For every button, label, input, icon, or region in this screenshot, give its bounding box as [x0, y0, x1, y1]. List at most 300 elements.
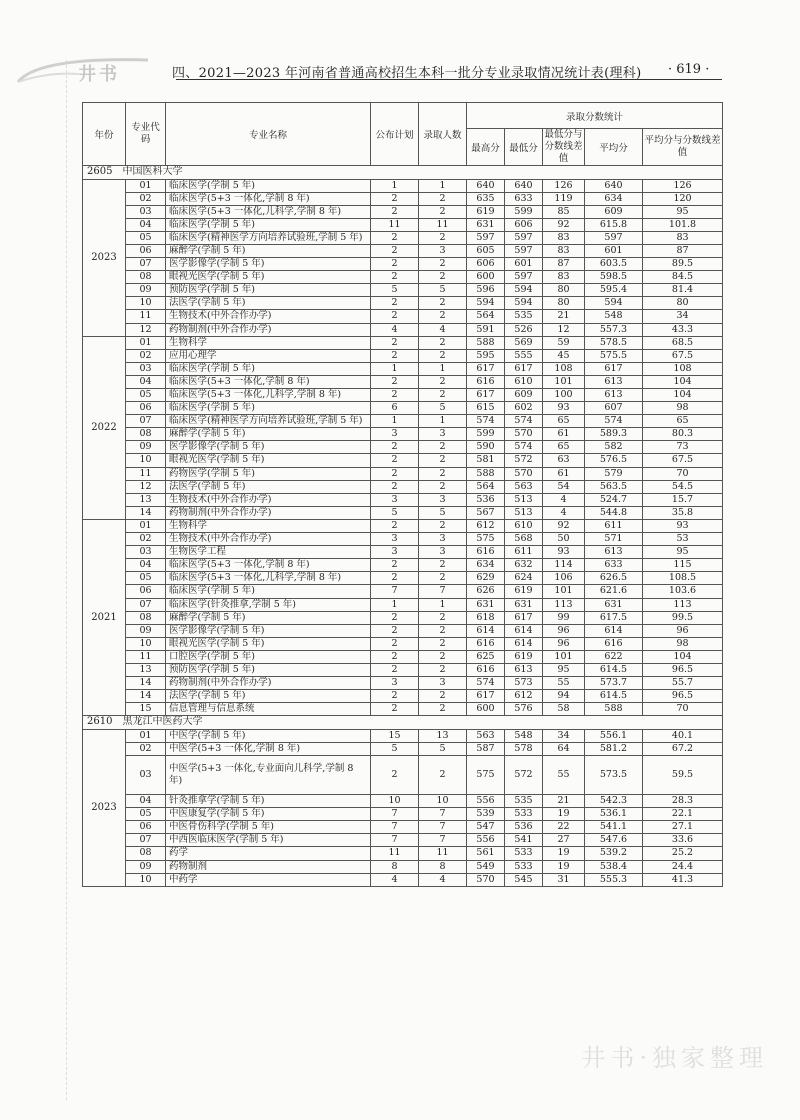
min-cell: 614 — [505, 637, 543, 650]
plan-cell: 5 — [371, 742, 419, 755]
table-row — [83, 244, 723, 257]
plan-cell: 2 — [371, 519, 419, 532]
plan-cell: 3 — [371, 493, 419, 506]
max-cell: 617 — [467, 389, 505, 402]
min-cell: 597 — [505, 231, 543, 244]
major-name-cell: 生物医学工程 — [166, 546, 371, 559]
avg-cell: 598.5 — [585, 271, 643, 284]
avg-cell: 576.5 — [585, 454, 643, 467]
avg-cell: 544.8 — [585, 506, 643, 519]
admitted-cell: 2 — [419, 375, 467, 388]
min-diff-cell: 58 — [543, 703, 585, 716]
plan-cell: 2 — [371, 572, 419, 585]
min-diff-cell: 21 — [543, 795, 585, 808]
max-cell: 618 — [467, 611, 505, 624]
max-cell: 626 — [467, 585, 505, 598]
table-row — [83, 506, 723, 519]
min-cell: 563 — [505, 480, 543, 493]
admitted-cell: 7 — [419, 821, 467, 834]
major-code-cell: 12 — [126, 323, 166, 336]
min-cell: 594 — [505, 297, 543, 310]
min-diff-cell: 34 — [543, 729, 585, 742]
avg-cell: 613 — [585, 375, 643, 388]
min-diff-cell: 4 — [543, 493, 585, 506]
major-code-cell: 07 — [126, 834, 166, 847]
plan-cell: 2 — [371, 637, 419, 650]
admitted-cell: 5 — [419, 506, 467, 519]
avg-diff-cell: 101.8 — [643, 218, 723, 231]
avg-cell: 556.1 — [585, 729, 643, 742]
admitted-cell: 2 — [419, 611, 467, 624]
max-cell: 596 — [467, 284, 505, 297]
admitted-cell: 2 — [419, 441, 467, 454]
max-cell: 605 — [467, 244, 505, 257]
avg-diff-cell: 96.5 — [643, 663, 723, 676]
avg-cell: 594 — [585, 297, 643, 310]
avg-diff-cell: 35.8 — [643, 506, 723, 519]
major-code-cell: 08 — [126, 847, 166, 860]
table-row — [83, 834, 723, 847]
max-cell: 561 — [467, 847, 505, 860]
admitted-cell: 2 — [419, 480, 467, 493]
min-diff-cell: 83 — [543, 244, 585, 257]
major-name-cell: 药学 — [166, 847, 371, 860]
table-row — [83, 441, 723, 454]
plan-cell: 2 — [371, 297, 419, 310]
avg-cell: 597 — [585, 231, 643, 244]
table-row — [83, 271, 723, 284]
avg-diff-cell: 67.5 — [643, 349, 723, 362]
avg-diff-cell: 95 — [643, 546, 723, 559]
major-name-cell: 药物制剂(中外合作办学) — [166, 677, 371, 690]
major-code-cell: 05 — [126, 572, 166, 585]
major-name-cell: 临床医学(精神医学方向培养试验班,学制 5 年) — [166, 415, 371, 428]
avg-cell: 621.6 — [585, 585, 643, 598]
major-name-cell: 眼视光医学(学制 5 年) — [166, 454, 371, 467]
avg-diff-cell: 120 — [643, 192, 723, 205]
admitted-cell: 1 — [419, 598, 467, 611]
max-cell: 634 — [467, 559, 505, 572]
admitted-cell: 2 — [419, 271, 467, 284]
avg-cell: 617.5 — [585, 611, 643, 624]
admitted-cell: 7 — [419, 808, 467, 821]
table-row — [83, 205, 723, 218]
plan-cell: 2 — [371, 336, 419, 349]
plan-cell: 11 — [371, 847, 419, 860]
major-code-cell: 04 — [126, 559, 166, 572]
avg-cell: 595.4 — [585, 284, 643, 297]
major-name-cell: 临床医学(学制 5 年) — [166, 585, 371, 598]
avg-diff-cell: 98 — [643, 402, 723, 415]
min-diff-cell: 100 — [543, 389, 585, 402]
plan-cell: 2 — [371, 611, 419, 624]
min-diff-cell: 80 — [543, 284, 585, 297]
table-row — [83, 611, 723, 624]
plan-cell: 3 — [371, 428, 419, 441]
major-code-cell: 03 — [126, 205, 166, 218]
table-row — [83, 546, 723, 559]
admitted-cell: 2 — [419, 703, 467, 716]
max-cell: 588 — [467, 336, 505, 349]
max-cell: 591 — [467, 323, 505, 336]
major-code-cell: 01 — [126, 179, 166, 192]
max-cell: 635 — [467, 192, 505, 205]
min-diff-cell: 64 — [543, 742, 585, 755]
major-name-cell: 中药学 — [166, 873, 371, 886]
plan-cell: 11 — [371, 218, 419, 231]
table-row — [83, 847, 723, 860]
major-code-cell: 08 — [126, 428, 166, 441]
table-row — [83, 323, 723, 336]
table-row — [83, 821, 723, 834]
admitted-cell: 5 — [419, 742, 467, 755]
avg-diff-cell: 67.5 — [643, 454, 723, 467]
admitted-cell: 2 — [419, 650, 467, 663]
plan-cell: 2 — [371, 467, 419, 480]
major-code-cell: 08 — [126, 271, 166, 284]
table-row — [83, 637, 723, 650]
avg-cell: 524.7 — [585, 493, 643, 506]
max-cell: 536 — [467, 493, 505, 506]
avg-cell: 574 — [585, 415, 643, 428]
min-diff-cell: 12 — [543, 323, 585, 336]
min-cell: 597 — [505, 244, 543, 257]
major-name-cell: 临床医学(5+3 一体化,儿科学,学制 8 年) — [166, 389, 371, 402]
avg-cell: 582 — [585, 441, 643, 454]
major-name-cell: 药物制剂 — [166, 860, 371, 873]
max-cell: 556 — [467, 795, 505, 808]
max-cell: 629 — [467, 572, 505, 585]
plan-cell: 2 — [371, 205, 419, 218]
min-cell: 526 — [505, 323, 543, 336]
admitted-cell: 2 — [419, 389, 467, 402]
avg-cell: 633 — [585, 559, 643, 572]
avg-diff-cell: 83 — [643, 231, 723, 244]
max-cell: 616 — [467, 546, 505, 559]
avg-diff-cell: 43.3 — [643, 323, 723, 336]
avg-diff-cell: 80 — [643, 297, 723, 310]
year-cell: 2022 — [83, 336, 126, 519]
avg-diff-cell: 67.2 — [643, 742, 723, 755]
min-diff-cell: 126 — [543, 179, 585, 192]
avg-diff-cell: 25.2 — [643, 847, 723, 860]
min-cell: 574 — [505, 415, 543, 428]
max-cell: 625 — [467, 650, 505, 663]
major-name-cell: 临床医学(5+3 一体化,学制 8 年) — [166, 192, 371, 205]
plan-cell: 7 — [371, 585, 419, 598]
max-cell: 575 — [467, 533, 505, 546]
avg-cell: 631 — [585, 598, 643, 611]
admitted-cell: 2 — [419, 205, 467, 218]
min-cell: 574 — [505, 441, 543, 454]
avg-cell: 614.5 — [585, 663, 643, 676]
max-cell: 612 — [467, 519, 505, 532]
table-row — [83, 362, 723, 375]
table-row — [83, 192, 723, 205]
avg-diff-cell: 33.6 — [643, 834, 723, 847]
major-name-cell: 生物技术(中外合作办学) — [166, 310, 371, 323]
major-name-cell: 中西医临床医学(学制 5 年) — [166, 834, 371, 847]
min-diff-cell: 4 — [543, 506, 585, 519]
plan-cell: 6 — [371, 402, 419, 415]
avg-cell: 547.6 — [585, 834, 643, 847]
avg-diff-cell: 104 — [643, 375, 723, 388]
avg-cell: 626.5 — [585, 572, 643, 585]
major-name-cell: 生物技术(中外合作办学) — [166, 493, 371, 506]
avg-cell: 607 — [585, 402, 643, 415]
admitted-cell: 2 — [419, 519, 467, 532]
min-cell: 545 — [505, 873, 543, 886]
major-name-cell: 法医学(学制 5 年) — [166, 690, 371, 703]
avg-cell: 542.3 — [585, 795, 643, 808]
major-code-cell: 06 — [126, 402, 166, 415]
plan-cell: 2 — [371, 192, 419, 205]
major-code-cell: 10 — [126, 297, 166, 310]
min-diff-cell: 50 — [543, 533, 585, 546]
major-name-cell: 药物医学(学制 5 年) — [166, 467, 371, 480]
col-min-diff: 最低分与分数线差值 — [544, 129, 583, 164]
avg-diff-cell: 98 — [643, 637, 723, 650]
table-row — [83, 677, 723, 690]
admitted-cell: 7 — [419, 585, 467, 598]
admitted-cell: 11 — [419, 847, 467, 860]
plan-cell: 4 — [371, 323, 419, 336]
page-number: · 619 · — [668, 62, 710, 77]
admitted-cell: 2 — [419, 310, 467, 323]
plan-cell: 2 — [371, 244, 419, 257]
min-cell: 640 — [505, 179, 543, 192]
table-row — [83, 559, 723, 572]
major-name-cell: 临床医学(学制 5 年) — [166, 402, 371, 415]
major-code-cell: 10 — [126, 873, 166, 886]
min-cell: 613 — [505, 663, 543, 676]
min-diff-cell: 96 — [543, 637, 585, 650]
major-name-cell: 法医学(学制 5 年) — [166, 480, 371, 493]
plan-cell: 1 — [371, 362, 419, 375]
admitted-cell: 10 — [419, 795, 467, 808]
min-cell: 572 — [505, 756, 543, 795]
major-code-cell: 05 — [126, 231, 166, 244]
major-code-cell: 09 — [126, 860, 166, 873]
max-cell: 640 — [467, 179, 505, 192]
table-row — [83, 572, 723, 585]
min-cell: 594 — [505, 284, 543, 297]
plan-cell: 2 — [371, 441, 419, 454]
min-cell: 617 — [505, 362, 543, 375]
plan-cell: 2 — [371, 375, 419, 388]
major-code-cell: 14 — [126, 690, 166, 703]
major-name-cell: 预防医学(学制 5 年) — [166, 284, 371, 297]
table-row — [83, 873, 723, 886]
min-diff-cell: 55 — [543, 756, 585, 795]
avg-diff-cell: 28.3 — [643, 795, 723, 808]
avg-diff-cell: 89.5 — [643, 258, 723, 271]
avg-cell: 541.1 — [585, 821, 643, 834]
table-row — [83, 218, 723, 231]
major-code-cell: 06 — [126, 821, 166, 834]
major-name-cell: 临床医学(精神医学方向培养试验班,学制 5 年) — [166, 231, 371, 244]
table-row — [83, 231, 723, 244]
min-diff-cell: 22 — [543, 821, 585, 834]
major-code-cell: 15 — [126, 703, 166, 716]
plan-cell: 7 — [371, 808, 419, 821]
table-row — [83, 415, 723, 428]
major-code-cell: 05 — [126, 389, 166, 402]
plan-cell: 2 — [371, 349, 419, 362]
col-major-name: 专业名称 — [166, 103, 371, 166]
avg-diff-cell: 103.6 — [643, 585, 723, 598]
avg-diff-cell: 41.3 — [643, 873, 723, 886]
max-cell: 564 — [467, 480, 505, 493]
plan-cell: 2 — [371, 650, 419, 663]
avg-diff-cell: 104 — [643, 389, 723, 402]
avg-diff-cell: 87 — [643, 244, 723, 257]
major-code-cell: 13 — [126, 663, 166, 676]
avg-cell: 563.5 — [585, 480, 643, 493]
min-cell: 610 — [505, 375, 543, 388]
col-min: 最低分 — [505, 129, 543, 166]
avg-cell: 539.2 — [585, 847, 643, 860]
max-cell: 574 — [467, 677, 505, 690]
major-code-cell: 10 — [126, 637, 166, 650]
min-diff-cell: 83 — [543, 271, 585, 284]
table-row — [83, 349, 723, 362]
major-name-cell: 生物科学 — [166, 519, 371, 532]
table-row — [83, 467, 723, 480]
min-cell: 602 — [505, 402, 543, 415]
admitted-cell: 1 — [419, 179, 467, 192]
min-diff-cell: 92 — [543, 218, 585, 231]
table-row — [83, 729, 723, 742]
min-diff-cell: 31 — [543, 873, 585, 886]
min-cell: 610 — [505, 519, 543, 532]
major-name-cell: 临床医学(学制 5 年) — [166, 218, 371, 231]
min-diff-cell: 80 — [543, 297, 585, 310]
avg-diff-cell: 113 — [643, 598, 723, 611]
table-row — [83, 389, 723, 402]
major-name-cell: 临床医学(学制 5 年) — [166, 179, 371, 192]
avg-diff-cell: 40.1 — [643, 729, 723, 742]
avg-diff-cell: 73 — [643, 441, 723, 454]
max-cell: 600 — [467, 703, 505, 716]
major-name-cell: 信息管理与信息系统 — [166, 703, 371, 716]
max-cell: 575 — [467, 756, 505, 795]
min-diff-cell: 92 — [543, 519, 585, 532]
avg-diff-cell: 81.4 — [643, 284, 723, 297]
max-cell: 616 — [467, 637, 505, 650]
max-cell: 563 — [467, 729, 505, 742]
major-name-cell: 临床医学(5+3 一体化,学制 8 年) — [166, 559, 371, 572]
major-code-cell: 11 — [126, 467, 166, 480]
major-code-cell: 13 — [126, 493, 166, 506]
major-name-cell: 麻醉学(学制 5 年) — [166, 244, 371, 257]
table-row — [83, 428, 723, 441]
major-name-cell: 眼视光医学(学制 5 年) — [166, 271, 371, 284]
major-code-cell: 02 — [126, 192, 166, 205]
max-cell: 614 — [467, 624, 505, 637]
col-avg: 平均分 — [585, 129, 643, 166]
plan-cell: 8 — [371, 860, 419, 873]
avg-diff-cell: 22.1 — [643, 808, 723, 821]
avg-cell: 573.7 — [585, 677, 643, 690]
min-diff-cell: 114 — [543, 559, 585, 572]
plan-cell: 7 — [371, 834, 419, 847]
max-cell: 570 — [467, 873, 505, 886]
plan-cell: 2 — [371, 559, 419, 572]
major-code-cell: 14 — [126, 506, 166, 519]
avg-cell: 617 — [585, 362, 643, 375]
avg-cell: 588 — [585, 703, 643, 716]
admitted-cell: 2 — [419, 572, 467, 585]
min-cell: 606 — [505, 218, 543, 231]
major-code-cell: 11 — [126, 310, 166, 323]
admitted-cell: 3 — [419, 677, 467, 690]
avg-cell: 571 — [585, 533, 643, 546]
max-cell: 597 — [467, 231, 505, 244]
plan-cell: 2 — [371, 258, 419, 271]
major-name-cell: 眼视光医学(学制 5 年) — [166, 637, 371, 650]
major-code-cell: 02 — [126, 349, 166, 362]
major-name-cell: 针灸推拿学(学制 5 年) — [166, 795, 371, 808]
plan-cell: 2 — [371, 389, 419, 402]
admitted-cell: 2 — [419, 192, 467, 205]
plan-cell: 5 — [371, 284, 419, 297]
major-code-cell: 06 — [126, 244, 166, 257]
avg-cell: 548 — [585, 310, 643, 323]
plan-cell: 2 — [371, 271, 419, 284]
min-diff-cell: 106 — [543, 572, 585, 585]
min-diff-cell: 45 — [543, 349, 585, 362]
admitted-cell: 2 — [419, 690, 467, 703]
table-row — [83, 663, 723, 676]
min-cell: 597 — [505, 271, 543, 284]
min-diff-cell: 63 — [543, 454, 585, 467]
min-diff-cell: 61 — [543, 467, 585, 480]
table-row — [83, 690, 723, 703]
plan-cell: 2 — [371, 690, 419, 703]
avg-cell: 603.5 — [585, 258, 643, 271]
avg-diff-cell: 108.5 — [643, 572, 723, 585]
min-diff-cell: 101 — [543, 585, 585, 598]
admitted-cell: 1 — [419, 415, 467, 428]
major-code-cell: 04 — [126, 375, 166, 388]
max-cell: 574 — [467, 415, 505, 428]
admitted-cell: 11 — [419, 218, 467, 231]
major-code-cell: 08 — [126, 611, 166, 624]
col-year: 年份 — [83, 103, 126, 166]
col-score-stats: 录取分数统计 — [467, 103, 723, 129]
major-name-cell: 临床医学(学制 5 年) — [166, 362, 371, 375]
min-cell: 572 — [505, 454, 543, 467]
major-name-cell: 医学影像学(学制 5 年) — [166, 624, 371, 637]
min-cell: 568 — [505, 533, 543, 546]
max-cell: 587 — [467, 742, 505, 755]
school-row — [83, 166, 723, 180]
table-row — [83, 533, 723, 546]
min-diff-cell: 65 — [543, 415, 585, 428]
min-diff-cell: 87 — [543, 258, 585, 271]
min-cell: 536 — [505, 821, 543, 834]
table-row — [83, 375, 723, 388]
avg-diff-cell: 27.1 — [643, 821, 723, 834]
max-cell: 631 — [467, 598, 505, 611]
min-diff-cell: 101 — [543, 375, 585, 388]
avg-cell: 555.3 — [585, 873, 643, 886]
avg-diff-cell: 15.7 — [643, 493, 723, 506]
avg-diff-cell: 70 — [643, 467, 723, 480]
avg-diff-cell: 55.7 — [643, 677, 723, 690]
avg-cell: 575.5 — [585, 349, 643, 362]
